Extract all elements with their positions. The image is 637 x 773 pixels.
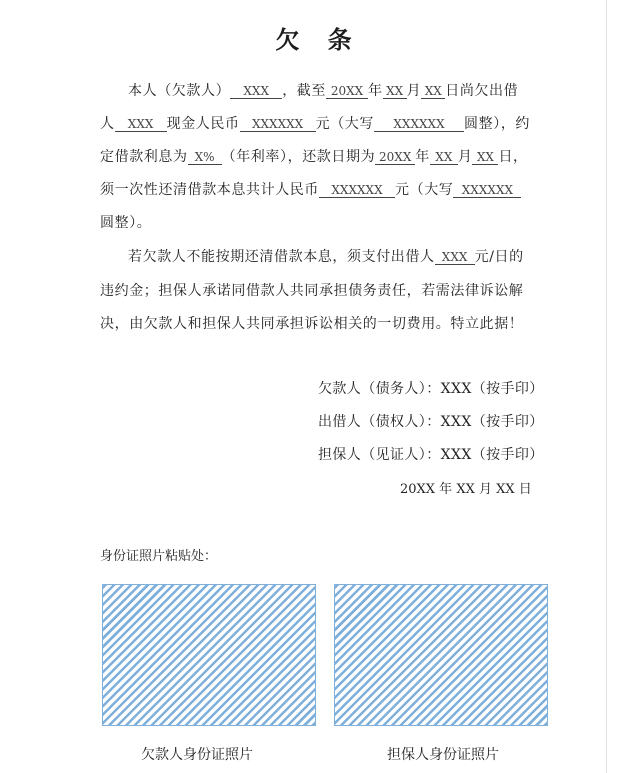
text: 本人（欠款人） (128, 83, 231, 99)
text: 日尚欠出借 (445, 83, 519, 99)
paragraph2-line2: 违约金；担保人承诺同借款人共同承担债务责任，若需法律诉讼解 (100, 283, 524, 299)
text: 现金人民币 (166, 116, 240, 132)
text: 须一次性还清借款本息共计人民币 (100, 182, 319, 198)
fill-year: 20XX (326, 84, 368, 99)
fill-total-capital: XXXXXX (453, 183, 521, 198)
paragraph2-line3: 决，由欠款人和担保人共同承担诉讼相关的一切费用。特立此据！ (100, 316, 524, 332)
text: 元/日的 (474, 249, 524, 265)
signature-guarantor: 担保人（见证人）：XXX（按手印） (318, 447, 544, 463)
fill-repay-year: 20XX (375, 150, 415, 165)
fill-penalty: XXX (435, 250, 475, 265)
paragraph1-line2 (100, 113, 530, 133)
paragraph1-line4 (100, 179, 521, 199)
fill-total: XXXXXX (319, 183, 395, 198)
text: ，截至 (282, 83, 327, 99)
signature-lender: 出借人（债权人）：XXX（按手印） (318, 414, 544, 430)
text: 元（大写 (315, 116, 375, 132)
text: 人 (100, 116, 115, 132)
document-title: 欠 条 (275, 25, 362, 54)
paragraph1-line5 (100, 212, 151, 232)
fill-interest-rate: X% (188, 150, 222, 165)
text: 日， (498, 149, 528, 165)
fill-amount-capital: XXXXXX (374, 117, 464, 132)
text: 圆整），约 (464, 116, 531, 132)
fill-day: XX (421, 84, 445, 99)
guarantor-id-caption: 担保人身份证照片 (387, 747, 499, 763)
fill-repay-day: XX (472, 150, 498, 165)
fill-amount: XXXXXX (240, 117, 316, 132)
text: 圆整）。 (100, 215, 152, 231)
paragraph1-line3 (100, 146, 528, 166)
text: 月 (406, 83, 422, 99)
text: 若欠款人不能按期还清借款本息，须支付出借人 (128, 249, 435, 265)
debtor-id-caption: 欠款人身份证照片 (141, 747, 253, 763)
text: 定借款利息为 (100, 149, 188, 165)
text: 年 (368, 83, 383, 99)
text: （年利率），还款日期为 (221, 149, 376, 165)
guarantor-id-photo-box (334, 584, 548, 726)
id-photo-label: 身份证照片粘贴处： (100, 549, 218, 564)
text: 元（大写 (395, 182, 454, 198)
fill-lender: XXX (115, 117, 167, 132)
text: 月 (457, 149, 473, 165)
fill-repay-month: XX (430, 150, 458, 165)
paragraph1-line1 (128, 80, 518, 100)
signature-debtor: 欠款人（债务人）：XXX（按手印） (318, 381, 544, 397)
text: 年 (415, 149, 430, 165)
debtor-id-photo-box (102, 584, 316, 726)
fill-debtor: XXX (230, 84, 282, 99)
document-date: 20XX 年 XX 月 XX 日 (400, 482, 532, 497)
fill-month: XX (383, 84, 407, 99)
page-edge-line (606, 0, 607, 773)
paragraph2-line1 (128, 246, 524, 266)
